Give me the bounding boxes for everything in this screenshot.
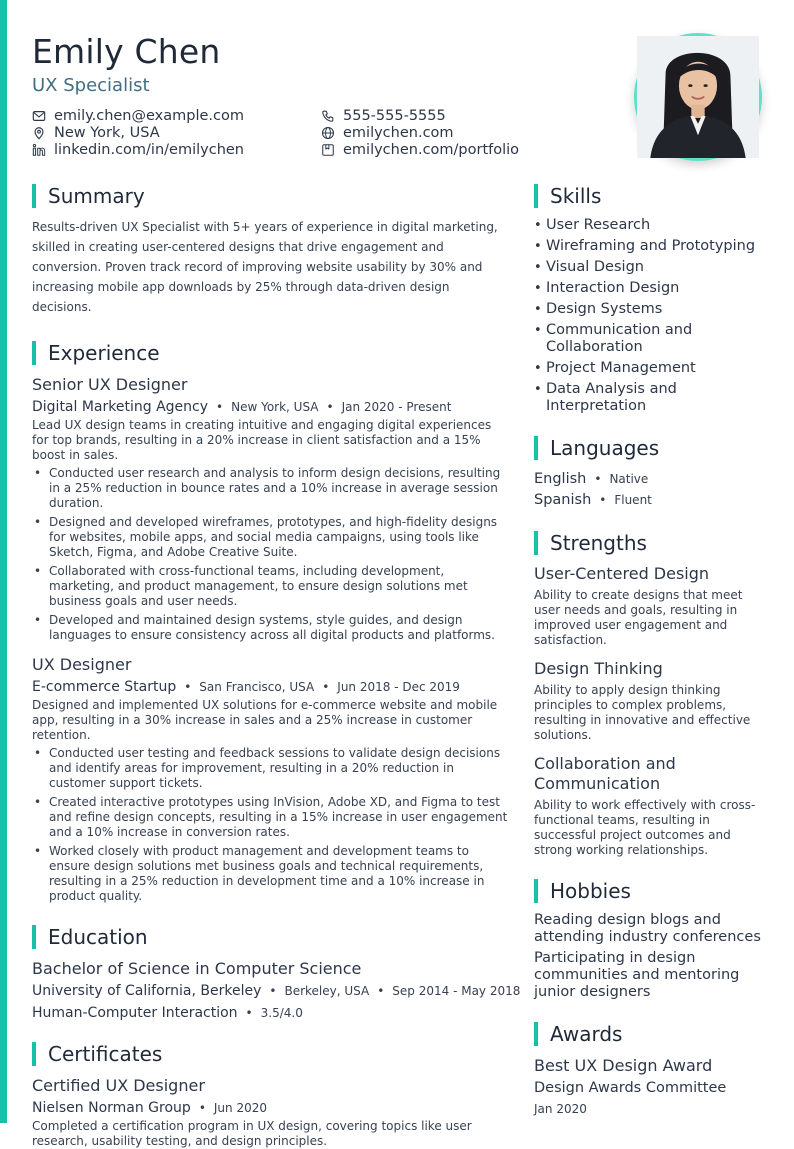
strength-item	[534, 659, 770, 743]
separator-dot: •	[326, 400, 334, 414]
email-icon	[32, 109, 46, 123]
job-bullets	[32, 466, 510, 643]
job-location: New York, USA	[231, 400, 319, 414]
resume-header	[32, 30, 632, 98]
contact-website[interactable]	[321, 125, 454, 141]
sidebar-column	[534, 183, 770, 1119]
job-entry	[32, 654, 510, 904]
job-meta	[32, 676, 510, 698]
education-meta	[32, 980, 521, 1002]
separator-dot: •	[245, 1006, 253, 1020]
list-item: • Developed and maintained design systems, style guides, and design languages to ensure consistency across all digital products and platforms.	[32, 613, 510, 643]
skill-item: • Interaction Design	[534, 280, 770, 297]
job-location: San Francisco, USA	[199, 680, 315, 694]
contact-phone[interactable]	[321, 108, 446, 124]
degree-name: Bachelor of Science in Computer Science	[32, 959, 362, 978]
contact-portfolio-text: emilychen.com/portfolio	[343, 142, 520, 158]
strength-item	[534, 754, 770, 858]
list-item: • Collaborated with cross-functional teams, including development, marketing, and product management, to ensure design solutions met business goals and user needs.	[32, 564, 510, 609]
certificate-date: Jun 2020	[213, 1101, 267, 1115]
certificate-name: Certified UX Designer	[32, 1076, 205, 1095]
certificate-meta	[32, 1097, 510, 1119]
separator-dot: •	[184, 680, 192, 694]
job-description: Designed and implemented UX solutions for e-commerce website and mobile app, resulting in a 30% increase in sales and a 25% increase in customer retention.	[32, 698, 498, 742]
skill-item: • User Research	[534, 217, 770, 234]
contact-email-text: emily.chen@example.com	[54, 108, 244, 124]
job-bullets	[32, 746, 510, 904]
school-name: University of California, Berkeley	[32, 983, 262, 999]
strengths-section	[534, 530, 770, 858]
strength-item	[534, 564, 770, 648]
job-dates: Jun 2018 - Dec 2019	[337, 680, 460, 694]
job-meta	[32, 396, 510, 418]
award-name: Best UX Design Award	[534, 1056, 713, 1075]
strength-title: Design Thinking	[534, 659, 663, 678]
award-issuer: Design Awards Committee	[534, 1080, 727, 1096]
education-section	[32, 924, 521, 1024]
separator-dot: •	[269, 984, 277, 998]
education-heading: Education	[32, 924, 510, 950]
field-of-study: Human-Computer Interaction	[32, 1005, 238, 1021]
hobby-item: Participating in design communities and mentoring junior designers	[534, 950, 740, 1000]
education-field-meta	[32, 1002, 510, 1024]
contact-email[interactable]	[32, 108, 244, 124]
separator-dot: •	[599, 493, 607, 507]
certificate-issuer: Nielsen Norman Group	[32, 1100, 191, 1116]
summary-section	[32, 183, 510, 317]
job-entry	[32, 374, 510, 643]
candidate-role: UX Specialist	[32, 75, 150, 96]
certificates-heading: Certificates	[32, 1041, 510, 1067]
phone-icon	[321, 109, 335, 123]
contact-location	[32, 125, 160, 141]
hobbies-heading: Hobbies	[534, 878, 770, 904]
list-item: • Created interactive prototypes using InVision, Adobe XD, and Figma to test and refine design concepts, resulting in a 15% increase in user engagement and a 10% increase in conversion rates.	[32, 795, 510, 840]
main-column	[32, 183, 521, 1149]
strength-title: Collaboration and Communication	[534, 754, 676, 793]
gpa: 3.5/4.0	[260, 1006, 303, 1020]
education-dates: Sep 2014 - May 2018	[392, 984, 521, 998]
list-item: • Worked closely with product management and development teams to ensure design solutions met business goals and technical requirements, resulting in a 25% reduction in development time and a 10% increase in product quality.	[32, 844, 510, 904]
contact-website-text: emilychen.com	[343, 125, 454, 141]
contact-location-text: New York, USA	[54, 125, 160, 141]
skill-item: • Communication and Collaboration	[534, 322, 770, 356]
list-item: • Conducted user testing and feedback sessions to validate design decisions and identify areas for improvement, resulting in a 20% reduction in customer support tickets.	[32, 746, 510, 791]
separator-dot: •	[216, 400, 224, 414]
skill-item: • Project Management	[534, 360, 770, 377]
contact-phone-text: 555-555-5555	[343, 108, 446, 124]
separator-dot: •	[377, 984, 385, 998]
profile-photo	[634, 33, 762, 161]
contact-linkedin-text: linkedin.com/in/emilychen	[54, 142, 244, 158]
job-dates: Jan 2020 - Present	[341, 400, 452, 414]
summary-text: Results-driven UX Specialist with 5+ years of experience in digital marketing, skilled in creating user-centered designs that drive engagement and conversion. Proven track record of improving website usability by 30% and increasing mobile app downloads by 25% through data-driven design decisions.	[32, 220, 498, 314]
separator-dot: •	[198, 1101, 206, 1115]
certificates-section	[32, 1041, 510, 1149]
certificate-description: Completed a certification program in UX design, covering topics like user research, usability testing, and design principles.	[32, 1119, 472, 1148]
strength-description: Ability to apply design thinking principles to complex problems, resulting in innovative and effective solutions.	[534, 683, 751, 742]
award-date: Jan 2020	[534, 1102, 587, 1116]
strength-description: Ability to create designs that meet user needs and goals, resulting in improved user engagement and satisfaction.	[534, 588, 743, 647]
skills-heading: Skills	[534, 183, 770, 209]
summary-heading: Summary	[32, 183, 510, 209]
languages-section	[534, 435, 770, 511]
strengths-heading: Strengths	[534, 530, 770, 556]
accent-bar	[0, 0, 7, 1123]
list-item: • Designed and developed wireframes, prototypes, and high-fidelity designs for websites, mobile apps, and social media campaigns, using tools like Sketch, Figma, and Adobe Creative Suite.	[32, 515, 510, 560]
strength-description: Ability to work effectively with cross-functional teams, resulting in successful project outcomes and strong working relationships.	[534, 798, 756, 857]
job-company: Digital Marketing Agency	[32, 399, 209, 415]
job-company: E-commerce Startup	[32, 679, 177, 695]
experience-heading: Experience	[32, 340, 510, 366]
strength-title: User-Centered Design	[534, 564, 710, 583]
contact-linkedin[interactable]	[32, 142, 244, 158]
job-title: UX Designer	[32, 655, 132, 674]
awards-heading: Awards	[534, 1021, 770, 1047]
experience-section	[32, 340, 510, 904]
languages-heading: Languages	[534, 435, 770, 461]
hobbies-section	[534, 878, 770, 1001]
separator-dot: •	[322, 680, 330, 694]
contact-portfolio[interactable]	[321, 142, 519, 158]
job-title: Senior UX Designer	[32, 375, 188, 394]
skill-item: • Design Systems	[534, 301, 770, 318]
language-name: Spanish	[534, 492, 592, 508]
skill-item: • Data Analysis and Interpretation	[534, 381, 770, 415]
linkedin-icon	[32, 143, 46, 157]
separator-dot: •	[594, 472, 602, 486]
skill-item: • Visual Design	[534, 259, 770, 276]
location-icon	[32, 126, 46, 140]
list-item: • Conducted user research and analysis to inform design decisions, resulting in a 25% reduction in bounce rates and a 10% increase in average session duration.	[32, 466, 510, 511]
language-level: Fluent	[614, 493, 652, 507]
portfolio-icon	[321, 143, 335, 157]
language-name: English	[534, 471, 587, 487]
globe-icon	[321, 126, 335, 140]
skills-list	[534, 217, 770, 415]
school-location: Berkeley, USA	[284, 984, 370, 998]
hobby-item: Reading design blogs and attending industry conferences	[534, 912, 761, 945]
skills-section	[534, 183, 770, 415]
language-item	[534, 490, 770, 511]
job-description: Lead UX design teams in creating intuitive and engaging digital experiences for top brands, resulting in a 20% increase in client satisfaction and a 15% boost in sales.	[32, 418, 492, 462]
language-level: Native	[609, 472, 649, 486]
awards-section	[534, 1021, 770, 1119]
skill-item: • Wireframing and Prototyping	[534, 238, 770, 255]
language-item	[534, 469, 770, 490]
candidate-name: Emily Chen	[32, 32, 221, 71]
